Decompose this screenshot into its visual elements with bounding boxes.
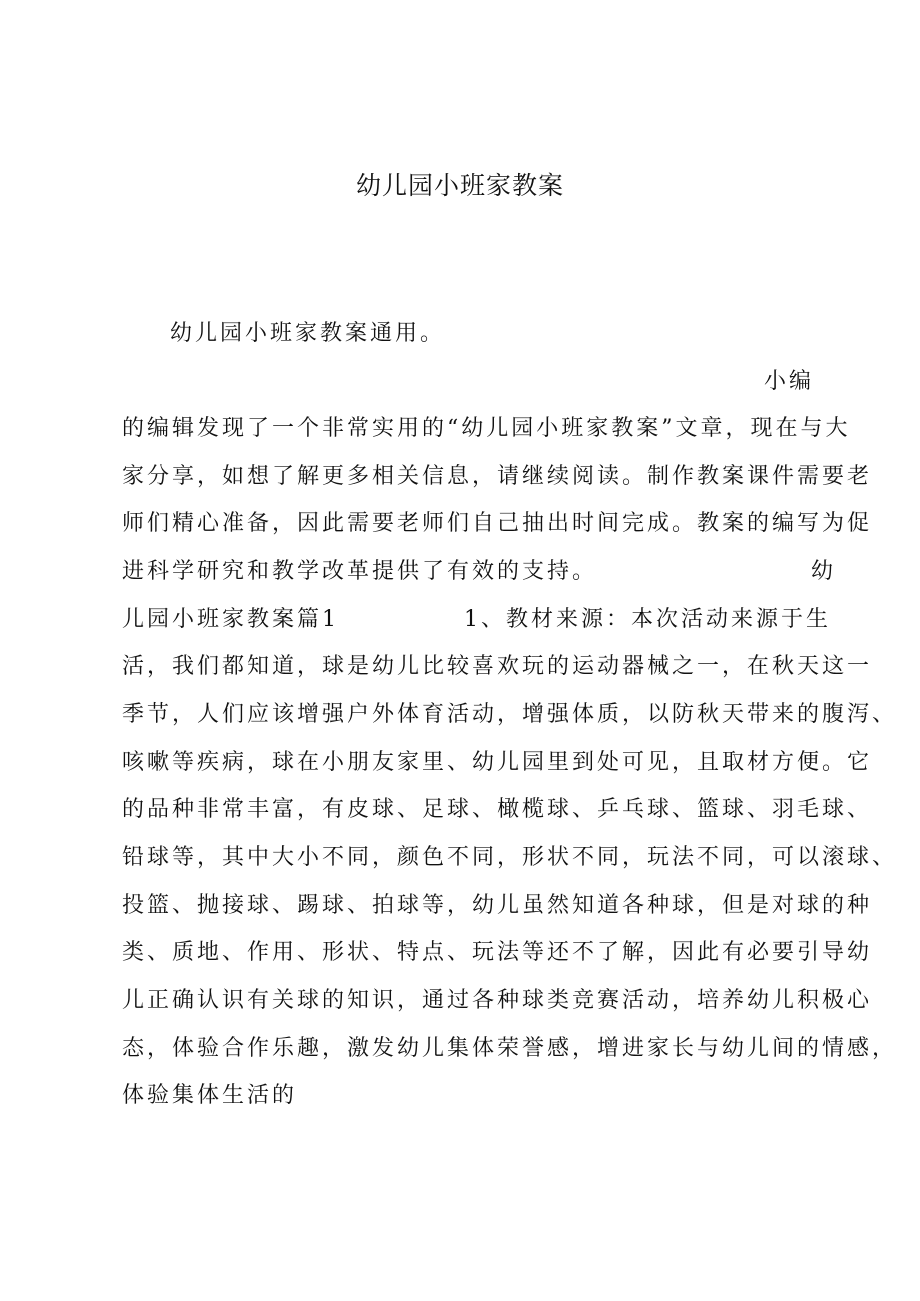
body-line-10: 的品种非常丰富，有皮球、足球、橄榄球、乒乓球、篮球、羽毛球、	[122, 797, 873, 822]
body-line-9: 咳嗽等疾病，球在小朋友家里、幼儿园里到处可见，且取材方便。它	[122, 750, 873, 775]
body-line-1: 小编	[764, 369, 815, 394]
body-line-2: 的编辑发现了一个非常实用的“幼儿园小班家教案”文章，现在与大	[122, 416, 851, 441]
body-line-3: 家分享，如想了解更多相关信息，请继续阅读。制作教案课件需要老	[122, 464, 873, 489]
body-line-6: 儿园小班家教案篇1 1、教材来源：本次活动来源于生	[122, 607, 831, 632]
document-title: 幼儿园小班家教案	[355, 171, 564, 200]
body-line-11: 铅球等，其中大小不同，颜色不同，形状不同，玩法不同，可以滚球、	[122, 845, 898, 870]
body-line-12: 投篮、抛接球、踢球、拍球等，幼儿虽然知道各种球，但是对球的种	[122, 893, 873, 918]
intro-line: 幼儿园小班家教案通用。	[170, 321, 446, 346]
body-line-7: 活，我们都知道，球是幼儿比较喜欢玩的运动器械之一，在秋天这一	[122, 654, 873, 679]
body-line-4: 师们精心准备，因此需要老师们自己抽出时间完成。教案的编写为促	[122, 511, 873, 536]
body-line-5: 进科学研究和教学改革提供了有效的支持。 幼	[122, 559, 837, 584]
body-line-13: 类、质地、作用、形状、特点、玩法等还不了解，因此有必要引导幼	[122, 940, 873, 965]
body-line-15: 态，体验合作乐趣，激发幼儿集体荣誉感，增进家长与幼儿间的情感，	[122, 1036, 898, 1061]
body-line-8: 季节，人们应该增强户外体育活动，增强体质，以防秋天带来的腹泻、	[122, 702, 898, 727]
body-line-14: 儿正确认识有关球的知识，通过各种球类竞赛活动，培养幼儿积极心	[122, 988, 873, 1013]
body-line-16: 体验集体生活的	[122, 1083, 298, 1108]
